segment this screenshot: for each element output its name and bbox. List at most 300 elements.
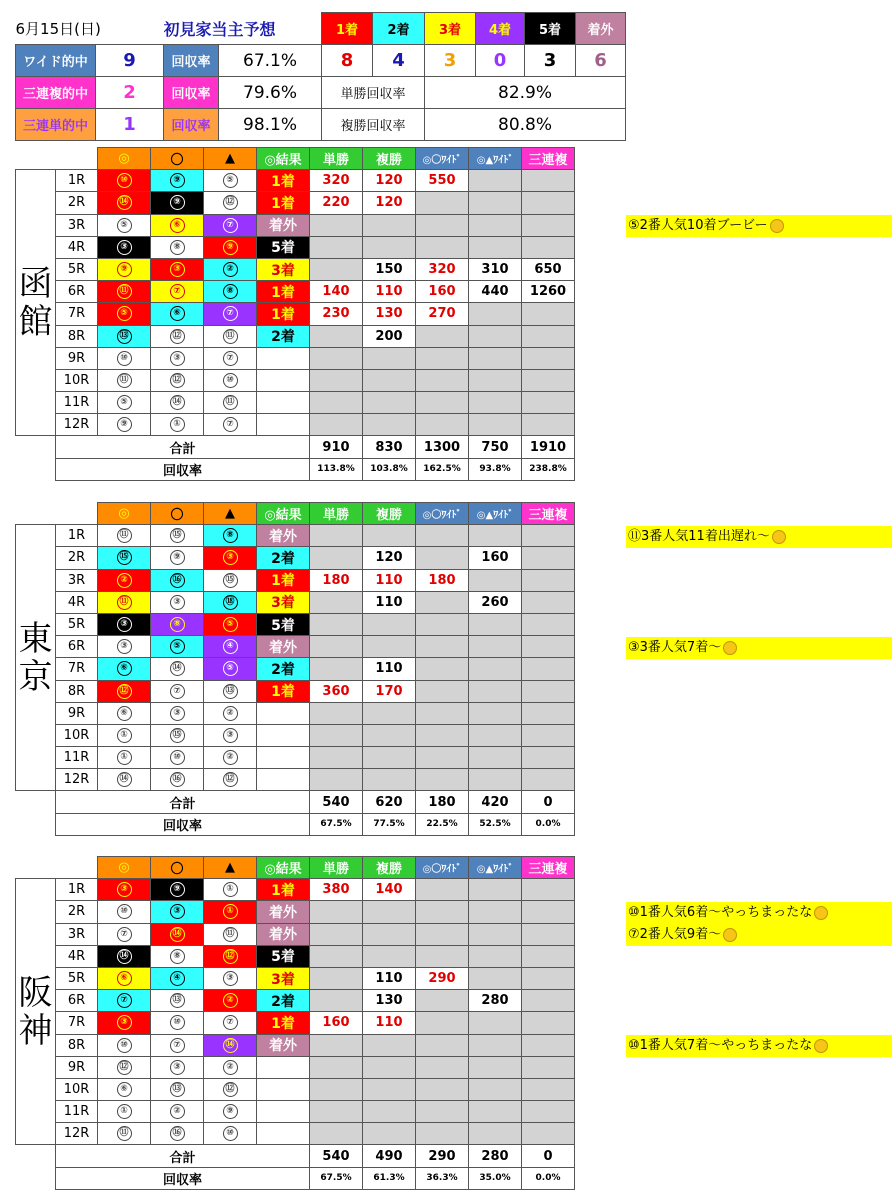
payout-cell — [363, 214, 416, 236]
honmei-mark-cell — [98, 658, 151, 680]
payout-cell: 110 — [363, 967, 416, 989]
horse-number: ⑥ — [117, 971, 132, 986]
sankaku-mark-cell — [204, 1101, 257, 1123]
race-row — [16, 347, 575, 369]
payout-cell — [522, 192, 575, 214]
race-number: 6R — [56, 990, 98, 1012]
result-cell — [257, 347, 310, 369]
race-row — [16, 547, 575, 569]
payout-cell — [469, 945, 522, 967]
payout-cell — [469, 392, 522, 414]
sankaku-mark-cell — [204, 990, 257, 1012]
horse-number: ④ — [170, 971, 185, 986]
payout-cell — [469, 325, 522, 347]
horse-number: ⑥ — [117, 1082, 132, 1097]
sankaku-mark-cell — [204, 236, 257, 258]
payout-cell — [522, 236, 575, 258]
tansho-rate: 82.9% — [425, 77, 626, 109]
payout-cell — [310, 1101, 363, 1123]
result-cell: 1着 — [257, 1012, 310, 1034]
payout-cell: 270 — [416, 303, 469, 325]
honmei-mark-cell — [98, 170, 151, 192]
sankaku-mark-cell — [204, 192, 257, 214]
total-value: 830 — [363, 436, 416, 458]
honmei-mark-cell — [98, 1123, 151, 1145]
total-value: 420 — [469, 791, 522, 813]
race-row — [16, 658, 575, 680]
payout-cell — [469, 702, 522, 724]
race-row — [16, 303, 575, 325]
header-honmei: ◎ — [98, 857, 151, 879]
total-value: 280 — [469, 1145, 522, 1167]
honmei-mark-cell — [98, 747, 151, 769]
payout-cell — [469, 214, 522, 236]
horse-number: ⑱ — [223, 595, 238, 610]
fukusho-rate: 80.8% — [425, 109, 626, 141]
result-cell: 着外 — [257, 1034, 310, 1056]
race-row — [16, 258, 575, 280]
horse-number: ④ — [223, 639, 238, 654]
horse-number: ⑫ — [117, 684, 132, 699]
total-value: 910 — [310, 436, 363, 458]
horse-number: ⑩ — [223, 1126, 238, 1141]
taikou-mark-cell — [151, 879, 204, 901]
header-wide2: ◎▲ﾜｲﾄﾞ — [469, 857, 522, 879]
race-number: 12R — [56, 414, 98, 436]
honmei-mark-cell — [98, 967, 151, 989]
total-value: 490 — [363, 1145, 416, 1167]
result-cell: 1着 — [257, 192, 310, 214]
honmei-mark-cell — [98, 990, 151, 1012]
payout-cell — [310, 525, 363, 547]
taikou-mark-cell — [151, 945, 204, 967]
result-cell: 1着 — [257, 569, 310, 591]
race-row — [16, 1078, 575, 1100]
rate-label: 回収率 — [56, 813, 310, 835]
race-number: 12R — [56, 769, 98, 791]
payout-cell: 150 — [363, 258, 416, 280]
payout-cell — [310, 1034, 363, 1056]
honmei-mark-cell — [98, 901, 151, 923]
comment-text: ⑪3番人気11着出遅れ〜 — [628, 529, 770, 544]
rate-value: 103.8% — [363, 458, 416, 480]
summary-date: 6月15日(日) — [15, 19, 101, 38]
payout-cell — [522, 369, 575, 391]
payout-cell — [522, 569, 575, 591]
taikou-mark-cell — [151, 658, 204, 680]
comment-note — [626, 526, 892, 548]
honmei-mark-cell — [98, 591, 151, 613]
race-row — [16, 613, 575, 635]
sankaku-mark-cell — [204, 1123, 257, 1145]
payout-cell — [310, 347, 363, 369]
result-cell — [257, 369, 310, 391]
sankaku-mark-cell — [204, 945, 257, 967]
horse-number: ⑬ — [117, 329, 132, 344]
race-row — [16, 1101, 575, 1123]
payout-cell — [522, 923, 575, 945]
race-row — [16, 901, 575, 923]
honmei-mark-cell — [98, 636, 151, 658]
horse-number: ⑩ — [117, 351, 132, 366]
header-honmei: ◎ — [98, 148, 151, 170]
payout-cell — [469, 170, 522, 192]
wide-hit-label: ワイド的中 — [16, 45, 96, 77]
payout-cell — [522, 724, 575, 746]
wink-emoji-icon — [770, 219, 784, 233]
race-row — [16, 591, 575, 613]
payout-cell: 320 — [416, 258, 469, 280]
payout-cell — [416, 1056, 469, 1078]
horse-number: ⑦ — [223, 417, 238, 432]
wink-emoji-icon — [814, 906, 828, 920]
result-cell: 着外 — [257, 901, 310, 923]
result-cell — [257, 1101, 310, 1123]
race-row — [16, 967, 575, 989]
payout-cell — [310, 547, 363, 569]
race-row — [16, 1056, 575, 1078]
payout-cell: 550 — [416, 170, 469, 192]
payout-cell — [310, 769, 363, 791]
header-sanrenpuku: 三連複 — [522, 148, 575, 170]
rate-label: 回収率 — [56, 1167, 310, 1189]
horse-number: ③ — [117, 882, 132, 897]
comment-text: ⑩1番人気6着〜やっちまったな — [628, 905, 813, 921]
fukusho-rate-label: 複勝回収率 — [322, 109, 425, 141]
horse-number: ③ — [117, 1015, 132, 1030]
payout-cell — [416, 1123, 469, 1145]
result-cell — [257, 747, 310, 769]
payout-cell — [363, 724, 416, 746]
race-row — [16, 990, 575, 1012]
horse-number: ② — [223, 993, 238, 1008]
total-label: 合計 — [56, 1145, 310, 1167]
payout-cell: 120 — [363, 547, 416, 569]
race-number: 12R — [56, 1123, 98, 1145]
honmei-mark-cell — [98, 769, 151, 791]
race-row — [16, 170, 575, 192]
horse-number: ③ — [170, 904, 185, 919]
horse-number: ⑭ — [170, 661, 185, 676]
payout-cell — [469, 192, 522, 214]
race-number: 3R — [56, 569, 98, 591]
horse-number: ⑯ — [170, 1126, 185, 1141]
taikou-mark-cell — [151, 414, 204, 436]
horse-number: ⑥ — [117, 661, 132, 676]
sanrenpuku-hit-count: 2 — [96, 77, 164, 109]
race-row — [16, 945, 575, 967]
corner-blank — [16, 503, 56, 525]
taikou-mark-cell — [151, 303, 204, 325]
honmei-mark-cell — [98, 1056, 151, 1078]
sankaku-mark-cell — [204, 967, 257, 989]
tansho-rate-label: 単勝回収率 — [322, 77, 425, 109]
payout-cell: 130 — [363, 303, 416, 325]
payout-cell — [522, 658, 575, 680]
race-row — [16, 525, 575, 547]
horse-number: ⑭ — [170, 927, 185, 942]
horse-number: ⑫ — [117, 1060, 132, 1075]
count-place-3: 3 — [425, 45, 476, 77]
race-table — [15, 502, 575, 836]
horse-number: ② — [223, 750, 238, 765]
sankaku-mark-cell — [204, 658, 257, 680]
payout-cell — [416, 990, 469, 1012]
header-sankaku: ▲ — [204, 503, 257, 525]
horse-number: ⑦ — [170, 284, 185, 299]
horse-number: ⑤ — [117, 306, 132, 321]
race-row — [16, 1123, 575, 1145]
payout-cell — [363, 613, 416, 635]
taikou-mark-cell — [151, 369, 204, 391]
payout-cell — [363, 636, 416, 658]
horse-number: ⑪ — [117, 373, 132, 388]
race-number: 2R — [56, 901, 98, 923]
horse-number: ⑭ — [117, 949, 132, 964]
payout-cell — [469, 613, 522, 635]
payout-cell: 110 — [363, 569, 416, 591]
blank-cell — [16, 1145, 56, 1167]
result-cell: 3着 — [257, 258, 310, 280]
race-row — [16, 214, 575, 236]
sankaku-mark-cell — [204, 879, 257, 901]
horse-number: ① — [117, 750, 132, 765]
sankaku-mark-cell — [204, 392, 257, 414]
payout-cell: 290 — [416, 967, 469, 989]
honmei-mark-cell — [98, 281, 151, 303]
payout-cell — [469, 1123, 522, 1145]
sankaku-mark-cell — [204, 258, 257, 280]
payout-cell — [522, 547, 575, 569]
sankaku-mark-cell — [204, 923, 257, 945]
comment-note — [626, 215, 892, 237]
horse-number: ③ — [170, 262, 185, 277]
result-cell: 2着 — [257, 658, 310, 680]
header-sankaku: ▲ — [204, 148, 257, 170]
horse-number: ⑪ — [117, 528, 132, 543]
payout-cell — [469, 236, 522, 258]
horse-number: ⑥ — [170, 306, 185, 321]
rate-value: 35.0% — [469, 1167, 522, 1189]
payout-cell — [363, 1101, 416, 1123]
payout-cell — [416, 192, 469, 214]
horse-number: ⑨ — [117, 417, 132, 432]
horse-number: ⑨ — [223, 1104, 238, 1119]
sankaku-mark-cell — [204, 1012, 257, 1034]
total-value: 180 — [416, 791, 469, 813]
payout-cell — [469, 1056, 522, 1078]
payout-cell: 110 — [363, 591, 416, 613]
horse-number: ⑫ — [223, 1082, 238, 1097]
rate-value: 22.5% — [416, 813, 469, 835]
sankaku-mark-cell — [204, 569, 257, 591]
race-number: 5R — [56, 258, 98, 280]
result-cell — [257, 769, 310, 791]
payout-cell — [416, 901, 469, 923]
result-cell: 1着 — [257, 303, 310, 325]
taikou-mark-cell — [151, 281, 204, 303]
sanrentan-hit-count: 1 — [96, 109, 164, 141]
payout-cell: 140 — [363, 879, 416, 901]
header-place-3: 3着 — [425, 13, 476, 45]
race-row — [16, 923, 575, 945]
race-row — [16, 392, 575, 414]
taikou-mark-cell — [151, 1078, 204, 1100]
corner-blank — [56, 857, 98, 879]
taikou-mark-cell — [151, 923, 204, 945]
sankaku-mark-cell — [204, 369, 257, 391]
race-number: 8R — [56, 680, 98, 702]
blank-cell — [16, 458, 56, 480]
race-number: 11R — [56, 1101, 98, 1123]
payout-cell: 310 — [469, 258, 522, 280]
horse-number: ③ — [170, 706, 185, 721]
count-place-5: 3 — [525, 45, 576, 77]
count-place-4: 0 — [476, 45, 525, 77]
rate-value: 93.8% — [469, 458, 522, 480]
payout-cell — [469, 636, 522, 658]
horse-number: ⑦ — [223, 306, 238, 321]
result-cell: 着外 — [257, 525, 310, 547]
payout-cell — [469, 1034, 522, 1056]
horse-number: ⑦ — [117, 993, 132, 1008]
race-row — [16, 680, 575, 702]
result-cell: 着外 — [257, 214, 310, 236]
race-number: 5R — [56, 967, 98, 989]
header-wide1: ◎〇ﾜｲﾄﾞ — [416, 503, 469, 525]
sankaku-mark-cell — [204, 1056, 257, 1078]
totals-row — [16, 436, 575, 458]
payout-cell: 160 — [416, 281, 469, 303]
race-table — [15, 856, 575, 1190]
payout-cell — [416, 369, 469, 391]
sanrentan-rate: 98.1% — [219, 109, 322, 141]
payout-cell — [416, 680, 469, 702]
race-row — [16, 236, 575, 258]
horse-number: ⑬ — [170, 993, 185, 1008]
result-cell: 1着 — [257, 680, 310, 702]
taikou-mark-cell — [151, 258, 204, 280]
horse-number: ⑦ — [170, 684, 185, 699]
rate-value: 113.8% — [310, 458, 363, 480]
race-number: 1R — [56, 525, 98, 547]
honmei-mark-cell — [98, 525, 151, 547]
header-fukusho: 複勝 — [363, 503, 416, 525]
race-row — [16, 369, 575, 391]
sanrenpuku-hit-label: 三連複的中 — [16, 77, 96, 109]
rate-value: 0.0% — [522, 1167, 575, 1189]
comment-note — [626, 1035, 892, 1057]
race-number: 4R — [56, 236, 98, 258]
result-cell: 5着 — [257, 236, 310, 258]
taikou-mark-cell — [151, 192, 204, 214]
payout-cell: 360 — [310, 680, 363, 702]
payout-cell: 1260 — [522, 281, 575, 303]
payout-cell: 110 — [363, 1012, 416, 1034]
total-value: 1300 — [416, 436, 469, 458]
horse-number: ⑦ — [223, 1015, 238, 1030]
honmei-mark-cell — [98, 347, 151, 369]
payout-cell — [310, 724, 363, 746]
rate-value: 77.5% — [363, 813, 416, 835]
payout-cell — [522, 1123, 575, 1145]
payout-cell — [416, 347, 469, 369]
payout-cell — [310, 369, 363, 391]
wink-emoji-icon — [814, 1039, 828, 1053]
race-number: 9R — [56, 702, 98, 724]
sankaku-mark-cell — [204, 525, 257, 547]
comment-text: ⑤2番人気10着ブービー — [628, 218, 768, 234]
horse-number: ⑯ — [170, 772, 185, 787]
horse-number: ① — [117, 728, 132, 743]
result-cell: 1着 — [257, 879, 310, 901]
header-fukusho: 複勝 — [363, 857, 416, 879]
sankaku-mark-cell — [204, 724, 257, 746]
horse-number: ⑤ — [223, 173, 238, 188]
horse-number: ③ — [223, 550, 238, 565]
taikou-mark-cell — [151, 967, 204, 989]
payout-cell — [363, 525, 416, 547]
payout-cell — [522, 879, 575, 901]
payout-cell — [310, 414, 363, 436]
summary-table — [15, 12, 626, 141]
payout-cell — [469, 569, 522, 591]
venue-section-tokyo — [15, 502, 575, 836]
horse-number: ⑪ — [117, 1126, 132, 1141]
payout-cell — [310, 591, 363, 613]
payout-cell: 180 — [416, 569, 469, 591]
horse-number: ① — [223, 904, 238, 919]
horse-number: ⑨ — [170, 173, 185, 188]
header-sankaku: ▲ — [204, 857, 257, 879]
payout-cell — [310, 702, 363, 724]
payout-cell — [363, 1056, 416, 1078]
payout-cell — [416, 1034, 469, 1056]
horse-number: ⑤ — [223, 617, 238, 632]
payout-cell — [363, 1078, 416, 1100]
payout-cell — [469, 724, 522, 746]
payout-cell — [469, 369, 522, 391]
honmei-mark-cell — [98, 258, 151, 280]
payout-cell: 650 — [522, 258, 575, 280]
payout-cell — [469, 303, 522, 325]
payout-cell — [522, 525, 575, 547]
race-number: 10R — [56, 369, 98, 391]
result-cell: 3着 — [257, 967, 310, 989]
count-place-out: 6 — [576, 45, 626, 77]
venue-section-hakodate — [15, 147, 575, 481]
taikou-mark-cell — [151, 1056, 204, 1078]
payout-cell — [522, 414, 575, 436]
taikou-mark-cell — [151, 1012, 204, 1034]
summary-title: 初見家当主予想 — [163, 19, 276, 39]
payout-cell — [310, 613, 363, 635]
header-result: ◎結果 — [257, 148, 310, 170]
race-number: 8R — [56, 325, 98, 347]
total-value: 0 — [522, 1145, 575, 1167]
horse-number: ⑫ — [170, 329, 185, 344]
payout-cell: 140 — [310, 281, 363, 303]
payout-cell: 380 — [310, 879, 363, 901]
payout-cell — [416, 658, 469, 680]
header-taikou: 〇 — [151, 857, 204, 879]
payout-cell — [522, 170, 575, 192]
horse-number: ⑭ — [223, 1038, 238, 1053]
payout-cell — [469, 680, 522, 702]
payout-cell — [416, 923, 469, 945]
horse-number: ⑬ — [170, 1082, 185, 1097]
rate-value: 61.3% — [363, 1167, 416, 1189]
